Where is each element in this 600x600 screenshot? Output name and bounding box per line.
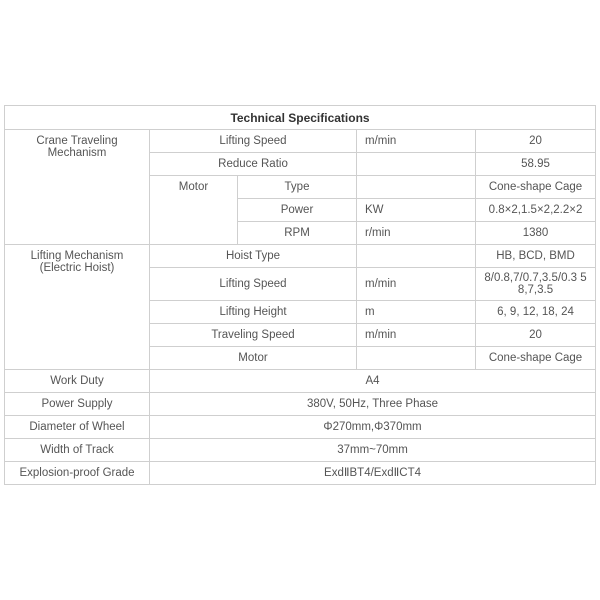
param-value: 20 — [476, 324, 596, 347]
param-value: 0.8×2,1.5×2,2.2×2 — [476, 199, 596, 222]
table-row — [5, 416, 596, 439]
param-value: HB, BCD, BMD — [476, 245, 596, 268]
param-name: Power — [238, 199, 357, 222]
param-name: Type — [238, 176, 357, 199]
table-title: Technical Specifications — [5, 106, 596, 130]
param-name: Power Supply — [5, 393, 150, 416]
param-value: ExdⅡBT4/ExdⅡCT4 — [150, 462, 596, 485]
table-row — [5, 370, 596, 393]
param-value: Cone-shape Cage — [476, 347, 596, 370]
param-value: Φ270mm,Φ370mm — [150, 416, 596, 439]
param-unit: r/min — [357, 222, 476, 245]
param-unit: m/min — [357, 268, 476, 301]
param-name: RPM — [238, 222, 357, 245]
table-row — [5, 462, 596, 485]
param-value: 8/0.8,7/0.7,3.5/0.3 5 8,7,3.5 — [476, 268, 596, 301]
param-value: 37mm~70mm — [150, 439, 596, 462]
param-name: Traveling Speed — [150, 324, 357, 347]
param-value: 20 — [476, 130, 596, 153]
param-name: Lifting Height — [150, 301, 357, 324]
spec-table — [4, 105, 596, 485]
param-unit: m — [357, 301, 476, 324]
table-row — [5, 439, 596, 462]
table-row — [5, 393, 596, 416]
table-row — [5, 130, 596, 153]
param-unit — [357, 347, 476, 370]
param-name: Lifting Speed — [150, 268, 357, 301]
param-name: Width of Track — [5, 439, 150, 462]
param-value: A4 — [150, 370, 596, 393]
param-unit: KW — [357, 199, 476, 222]
param-value: Cone-shape Cage — [476, 176, 596, 199]
crane-traveling-label: Crane Traveling Mechanism — [5, 130, 150, 245]
table-title-row — [5, 106, 596, 130]
param-value: 58.95 — [476, 153, 596, 176]
param-unit — [357, 176, 476, 199]
param-name: Motor — [150, 347, 357, 370]
param-value: 380V, 50Hz, Three Phase — [150, 393, 596, 416]
param-name: Hoist Type — [150, 245, 357, 268]
param-name: Lifting Speed — [150, 130, 357, 153]
param-name: Diameter of Wheel — [5, 416, 150, 439]
param-unit: m/min — [357, 324, 476, 347]
param-unit — [357, 153, 476, 176]
param-unit — [357, 245, 476, 268]
param-name: Reduce Ratio — [150, 153, 357, 176]
param-name: Work Duty — [5, 370, 150, 393]
param-name: Explosion-proof Grade — [5, 462, 150, 485]
param-unit: m/min — [357, 130, 476, 153]
param-value: 1380 — [476, 222, 596, 245]
param-value: 6, 9, 12, 18, 24 — [476, 301, 596, 324]
motor-label: Motor — [150, 176, 238, 245]
table-row — [5, 245, 596, 268]
lifting-mechanism-label: Lifting Mechanism (Electric Hoist) — [5, 245, 150, 370]
